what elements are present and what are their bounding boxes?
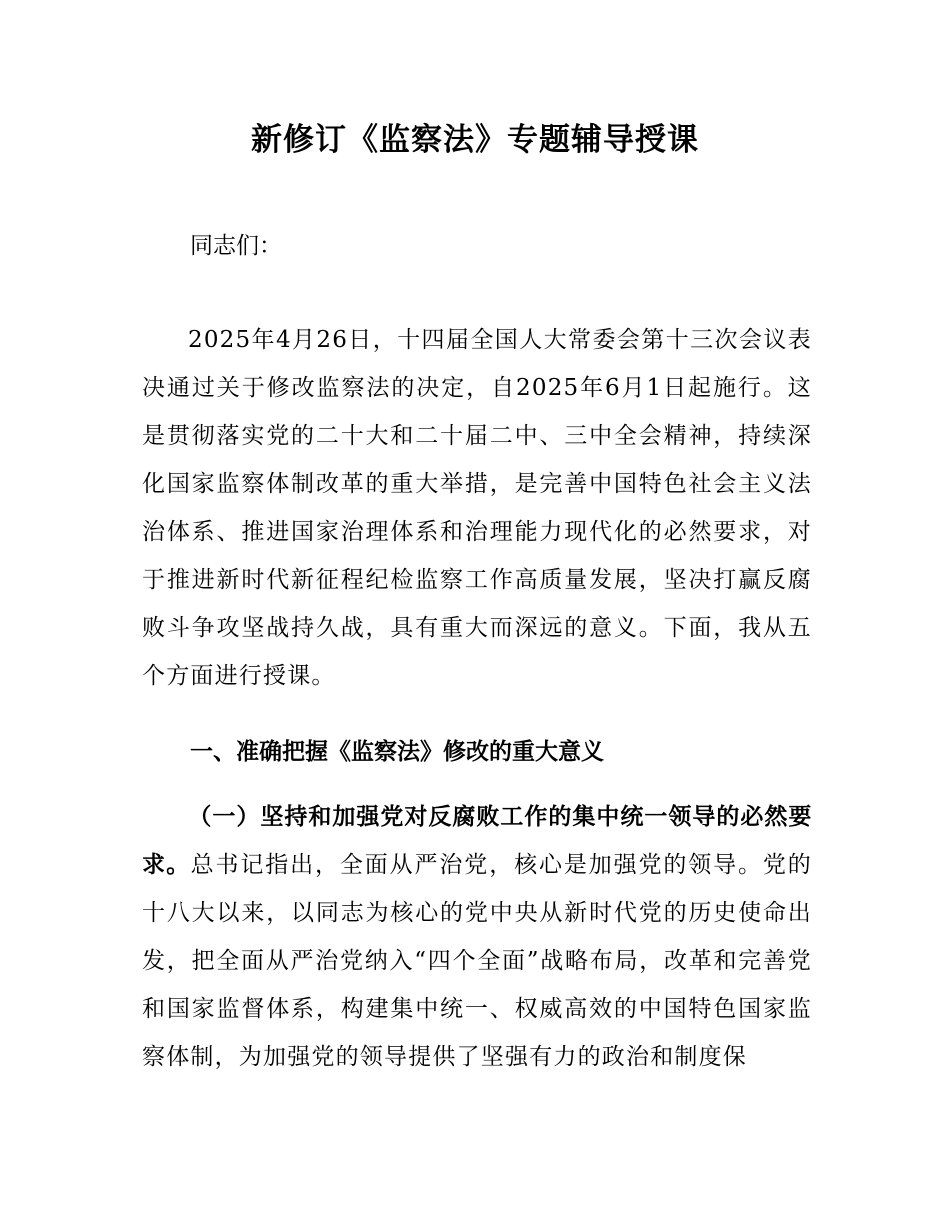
section-heading-1: 一、准确把握《监察法》修改的重大意义 xyxy=(190,739,604,765)
opening-paragraph: 2025年4月26日，十四届全国人大常委会第十三次会议表决通过关于修改监察法的决定，自2025年6月1日起施行。这是贯彻落实党的二十大和二十届二中、三中全会精神，持续深化国家监察体制改革的重大举措，是完善中国特色社会主义法治体系、推进国家治理体系和治理能力现代化的必然要求，对于推进新时代新征程纪检监察工作高质量发展，坚决打赢反腐败斗争攻坚战持久战，具有重大而深远的意义。下面，我从五个方面进行授课。 xyxy=(142,327,812,689)
subsection-1-paragraph xyxy=(142,793,812,1081)
document-title: 新修订《监察法》专题辅导授课 xyxy=(251,122,699,158)
subsection-1-text: 总书记指出，全面从严治党，核心是加强党的领导。党的十八大以来，以同志为核心的党中央从新时代党的历史使命出发，把全面从严治党纳入“四个全面”战略布局，改革和完善党和国家监督体系，构建集中统一、权威高效的中国特色国家监察体制，为加强党的领导提供了坚强有力的政治和制度保 xyxy=(142,852,813,1070)
salutation: 同志们： xyxy=(190,233,282,259)
subsection-1-lead: （一）坚持和加强党对反腐败工作的集中统一领导的必然要求。 xyxy=(142,804,812,878)
